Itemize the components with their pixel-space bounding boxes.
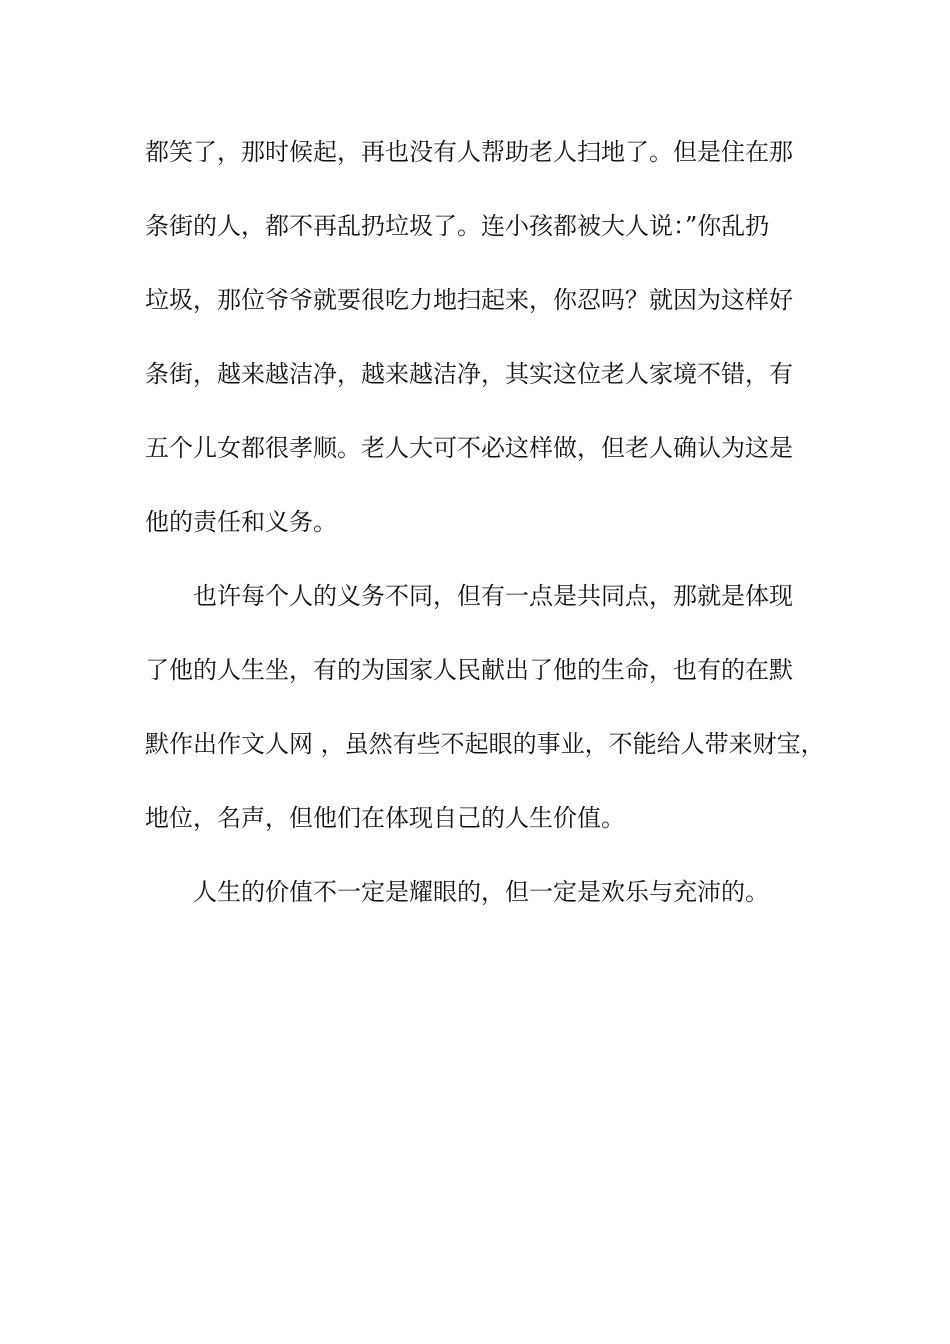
text-line: 条街，越来越洁净，越来越洁净，其实这位老人家境不错，有 — [145, 360, 793, 388]
text-line: 五个儿女都很孝顺。老人大可不必这样做，但老人确认为这是 — [145, 434, 793, 462]
paragraph-1 — [145, 124, 845, 568]
text-line: 也许每个人的义务不同，但有一点是共同点，那就是体现 — [193, 582, 793, 610]
text-line: 默作出作文人网 ，虽然有些不起眼的事业，不能给人带来财宝， — [145, 730, 825, 758]
text-line: 人生的价值不一定是耀眼的，但一定是欢乐与充沛的。 — [193, 878, 769, 906]
paragraph-3 — [145, 864, 845, 938]
text-line: 都笑了，那时候起，再也没有人帮助老人扫地了。但是住在那 — [145, 138, 793, 166]
paragraph-2 — [145, 568, 845, 864]
text-line: 了他的人生坐，有的为国家人民献出了他的生命，也有的在默 — [145, 656, 793, 684]
text-line: 垃圾，那位爷爷就要很吃力地扫起来，你忍吗？就因为这样好 — [145, 286, 793, 314]
text-line: 他的责任和义务。 — [145, 508, 337, 536]
document-body — [145, 124, 845, 938]
text-line: 地位，名声，但他们在体现自己的人生价值。 — [145, 804, 625, 832]
text-line: 条街的人，都不再乱扔垃圾了。连小孩都被大人说：”你乱扔 — [145, 212, 770, 240]
